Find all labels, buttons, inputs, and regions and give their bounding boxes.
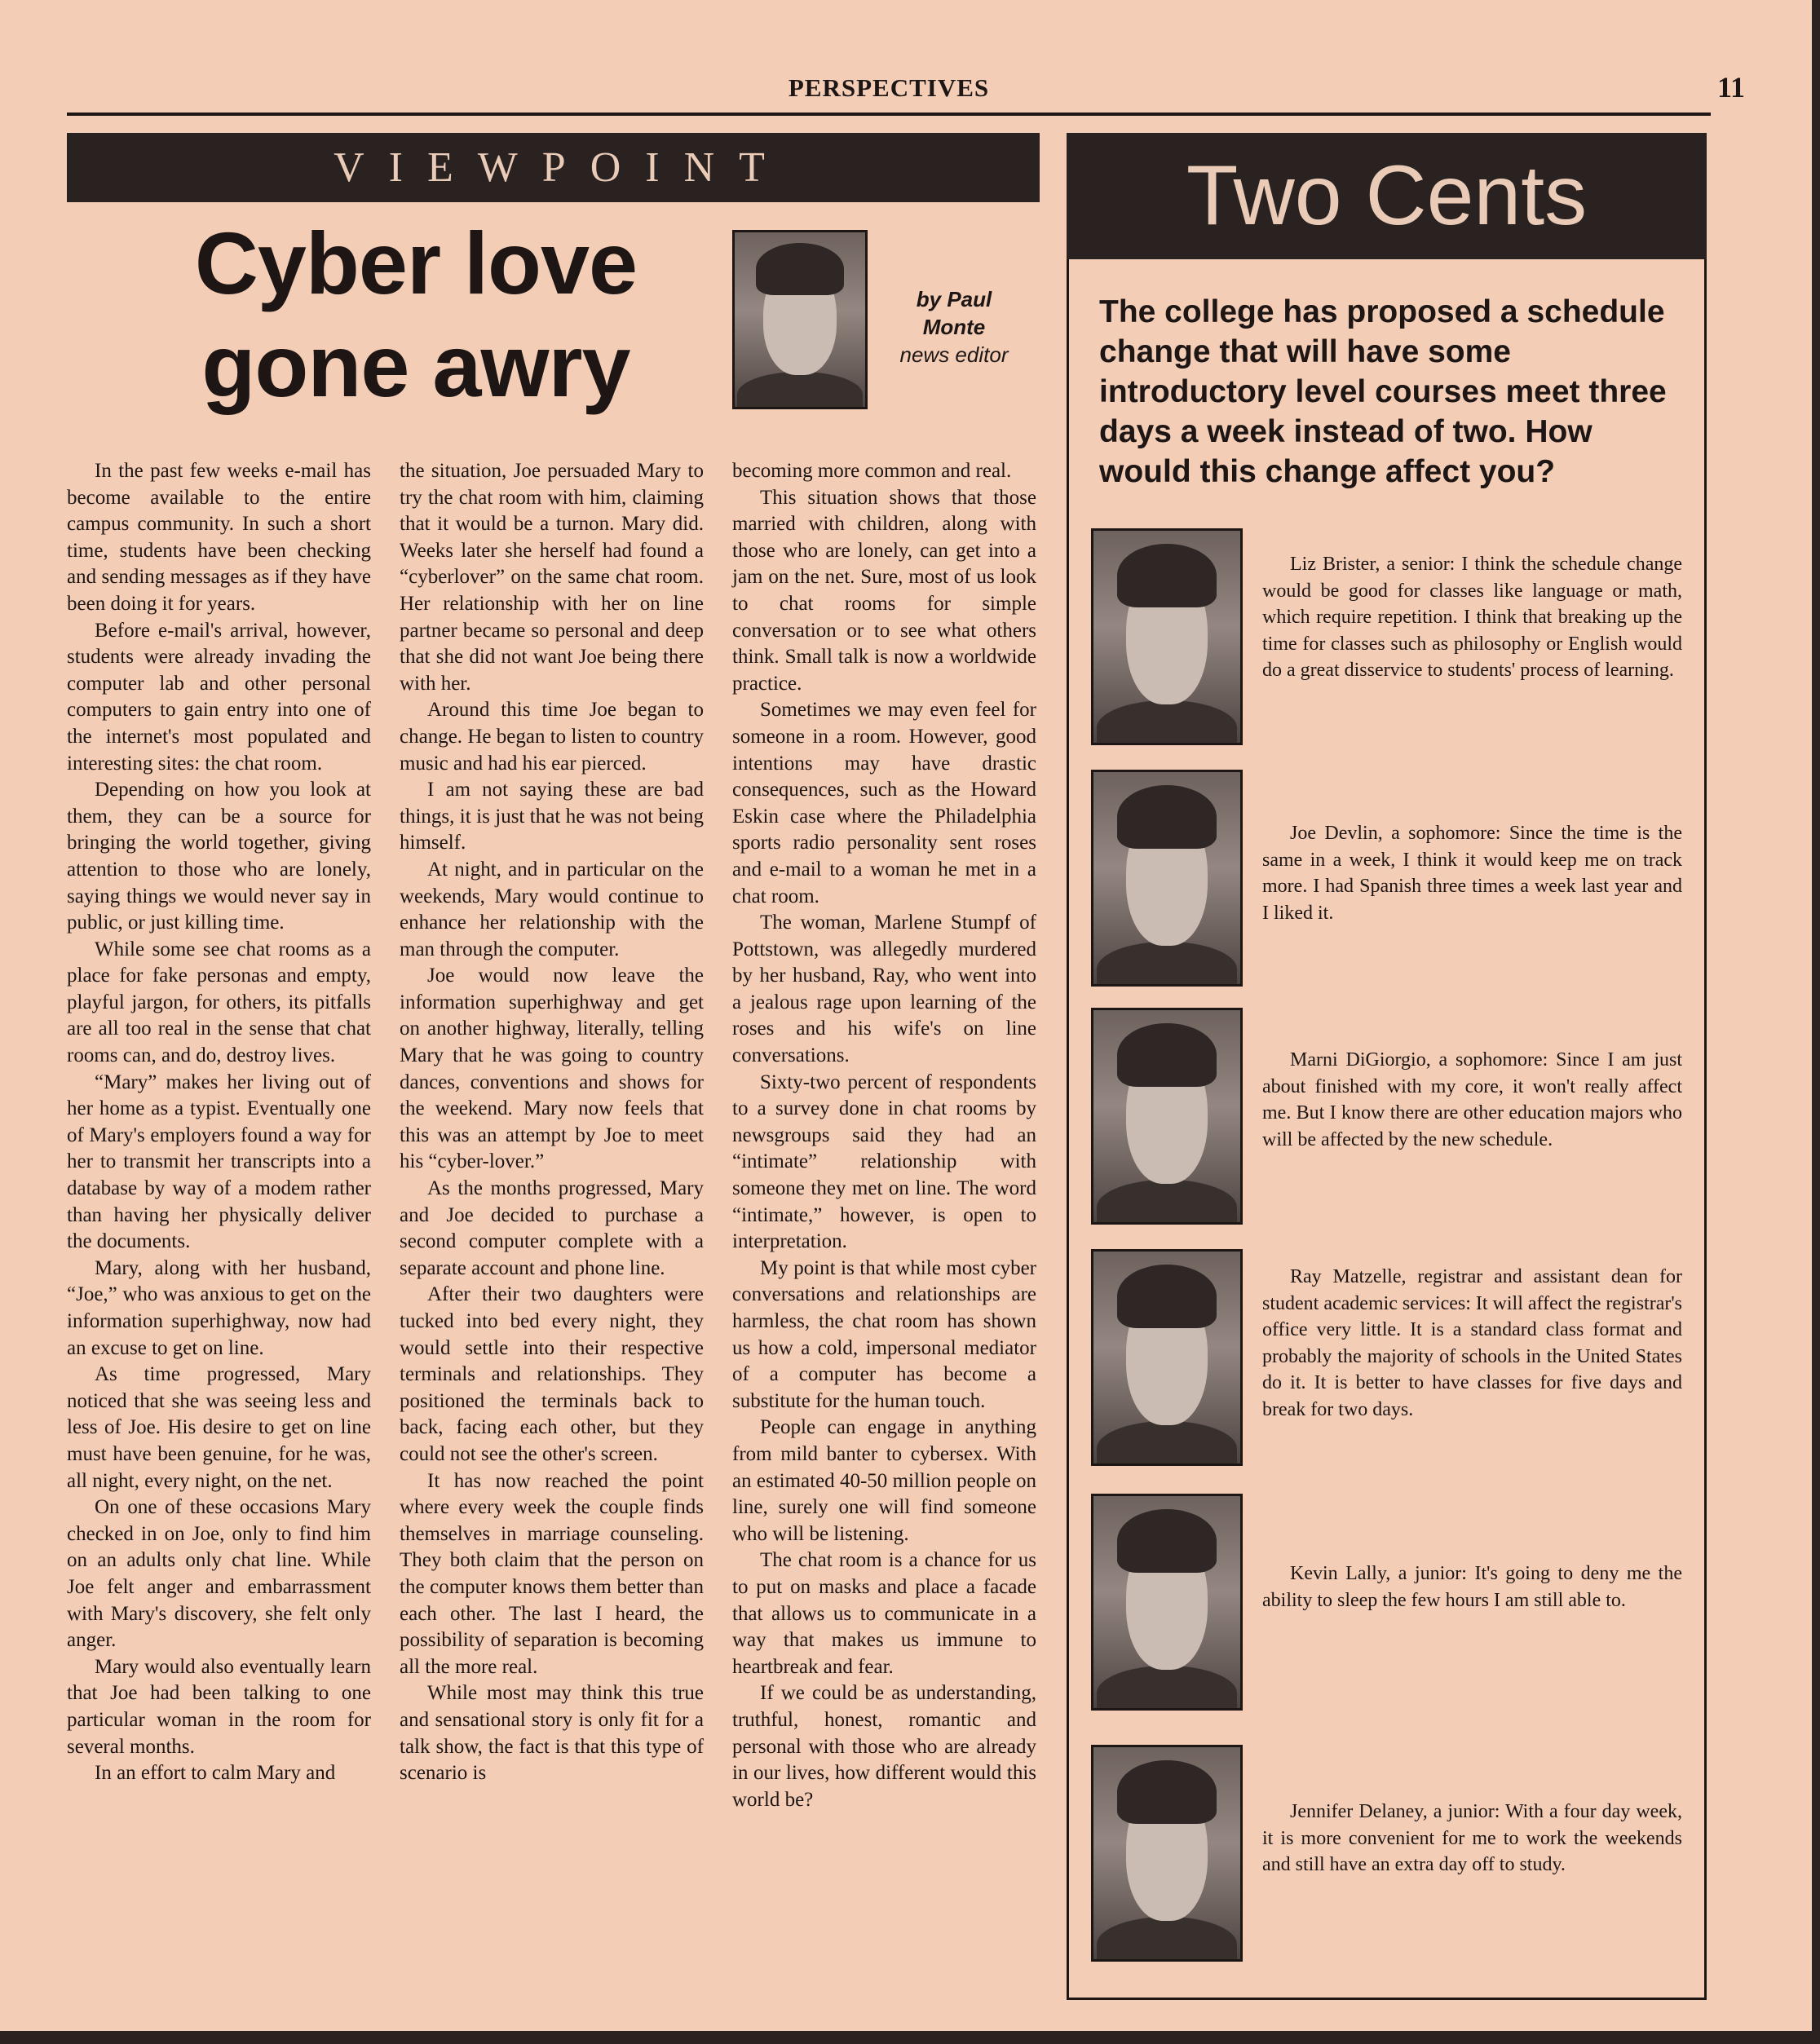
response-1: Liz Brister, a senior: I think the schedule change would be good for classes like language or math, which require repetition. I think that breaking up the time for classes such as philosophy or English would do a great disservice to students' process of learning. <box>1262 554 1682 681</box>
paragraph: People can engage in anything from mild banter to cybersex. With an estimated 40-50 million people on line, surely one will find someone who will be listening. <box>732 1416 1036 1545</box>
paragraph: Mary would also eventually learn that Joe had been talking to one particular woman in the room for several months. <box>67 1655 371 1758</box>
article-column-2 <box>400 458 704 1787</box>
paragraph: If we could be as understanding, truthful, honest, romantic and personal with those who are already in our lives, how different would this world be? <box>732 1682 1036 1811</box>
headline <box>130 212 701 417</box>
viewpoint-banner: VIEWPOINT <box>67 133 1040 202</box>
paragraph: At night, and in particular on the weekends, Mary would continue to enhance her relationship with the man through the computer. <box>400 858 704 960</box>
two-cents-question: The college has proposed a schedule change that will have some introductory level courses meet three days a week instead of two. How would this change affect you? <box>1099 294 1667 489</box>
byline-by: by Paul <box>916 287 992 311</box>
respondent-photo-4 <box>1091 1249 1243 1466</box>
paragraph: It has now reached the point where every week the couple finds themselves in marriage counseling. They both claim that the person on the computer knows them better than each other. The last I heard, the possibility of separation is becoming all the more real. <box>400 1469 704 1678</box>
article-column-3 <box>732 458 1036 1813</box>
paragraph: On one of these occasions Mary checked in on Joe, only to find him on an adults only chat line. While Joe felt anger and embarrassment with Mary's discovery, she felt only anger. <box>67 1496 371 1652</box>
response-3: Marni DiGiorgio, a sophomore: Since I am just about finished with my core, it won't really affect me. But I know there are other education majors who will be affected by the new schedule. <box>1262 1049 1682 1150</box>
respondent-photo-5 <box>1091 1494 1243 1711</box>
headline-line-1: Cyber love <box>194 214 638 312</box>
paragraph: While some see chat rooms as a place for fake personas and empty, playful jargon, for others, its pitfalls are all too real in the sense that chat rooms can, and do, destroy lives. <box>67 938 371 1067</box>
paragraph: This situation shows that those married with children, along with those who are lonely, can get into a jam on the net. Sure, most of us look to chat rooms for simple conversation or to see what others think. Small talk is now a worldwide practice. <box>732 486 1036 695</box>
paragraph: My point is that while most cyber conversations and relationships are harmless, the chat room has shown us how a cold, impersonal mediator of a computer has become a substitute for the human touch. <box>732 1256 1036 1412</box>
byline <box>881 285 1027 369</box>
byline-name: Monte <box>922 315 986 339</box>
paragraph: becoming more common and real. <box>732 460 1012 482</box>
respondent-photo-1 <box>1091 528 1243 745</box>
section-title: PERSPECTIVES <box>788 73 990 102</box>
bottom-edge <box>0 2031 1820 2044</box>
paragraph: Depending on how you look at them, they can be a source for bringing the world together, giving attention to those who are lonely, saying things we would never say in public, or just killing time. <box>67 779 371 934</box>
response-4: Ray Matzelle, registrar and assistant dean for student academic services: It will affect the registrar's office very little. It is a standard class format and probably the majority of schools in the United States do it. It is better to have classes for five days and break for two days. <box>1262 1266 1683 1420</box>
page-number: 11 <box>1716 71 1745 104</box>
paragraph: Joe would now leave the information superhighway and get on another highway, literally, telling Mary that he was going to country dances, conventions and shows for the weekend. Mary now feels that this was an attempt by Joe to meet his “cyber-lover.” <box>400 965 704 1173</box>
headline-line-2: gone awry <box>201 316 630 415</box>
paragraph: After their two daughters were tucked into bed every night, they would settle into their respective terminals and relationships. They positioned the terminals back to back, facing each other, but they could not see the other's screen. <box>400 1283 704 1465</box>
paragraph: In an effort to calm Mary and <box>95 1762 336 1785</box>
two-cents-title: Two Cents <box>1067 133 1707 259</box>
paragraph: I am not saying these are bad things, it is just that he was not being himself. <box>400 779 704 854</box>
response-6: Jennifer Delaney, a junior: With a four day week, it is more convenient for me to work the weekends and still have an extra day off to study. <box>1262 1801 1682 1875</box>
header-rule <box>67 113 1711 116</box>
paragraph: Mary, along with her husband, “Joe,” who was anxious to get on the information superhighway, now had an excuse to get on line. <box>67 1256 371 1359</box>
respondent-photo-3 <box>1091 1008 1243 1225</box>
article-column-1 <box>67 458 371 1787</box>
paragraph: Before e-mail's arrival, however, students were already invading the computer lab and other personal computers to gain entry into one of the internet's most populated and interesting sites: the chat room. <box>67 619 371 775</box>
respondent-photo-2 <box>1091 770 1243 987</box>
paragraph: Sometimes we may even feel for someone in a room. However, good intentions may have drastic consequences, such as the Howard Eskin case where the Philadelphia sports radio personality sent roses and e-mail to a woman he met in a chat room. <box>732 699 1036 907</box>
paragraph: the situation, Joe persuaded Mary to try the chat room with him, claiming that it would be a turnon. Mary did. Weeks later she herself had found a “cyberlover” on the same chat room. Her relationship with her on line partner became so personal and deep that she did not want Joe being there with her. <box>400 460 704 695</box>
paragraph: Around this time Joe began to change. He began to listen to country music and had his ear pierced. <box>400 699 704 775</box>
paragraph: The woman, Marlene Stumpf of Pottstown, was allegedly murdered by her husband, Ray, who went into a jealous rage upon learning of the roses and his wife's on line conversations. <box>732 912 1036 1067</box>
author-photo <box>732 230 868 409</box>
response-2: Joe Devlin, a sophomore: Since the time is the same in a week, I think it would keep me on track more. I had Spanish three times a week last year and I liked it. <box>1262 823 1682 924</box>
paragraph: In the past few weeks e-mail has become available to the entire campus community. In such a short time, students have been checking and sending messages as if they have been doing it for years. <box>67 460 371 615</box>
page-edge <box>1812 0 1820 2044</box>
paragraph: Sixty-two percent of respondents to a survey done in chat rooms by newsgroups said they had an “intimate” relationship with someone they met on line. The word “intimate,” however, is open to interpretation. <box>732 1071 1036 1253</box>
paragraph: As time progressed, Mary noticed that she was seeing less and less of Joe. His desire to get on line must have been genuine, for he was, all night, every night, on the net. <box>67 1363 371 1492</box>
byline-role: news editor <box>899 342 1009 367</box>
response-5: Kevin Lally, a junior: It's going to deny me the ability to sleep the few hours I am still able to. <box>1262 1563 1682 1611</box>
paragraph: “Mary” makes her living out of her home as a typist. Eventually one of Mary's employers found a way for her to transmit her transcripts into a database by way of a modem rather than having her physically deliver the documents. <box>67 1071 371 1253</box>
paragraph: As the months progressed, Mary and Joe decided to purchase a second computer complete with a separate account and phone line. <box>400 1177 704 1279</box>
paragraph: The chat room is a chance for us to put on masks and place a facade that allows us to communicate in a way that makes us immune to heartbreak and fear. <box>732 1549 1036 1678</box>
paragraph: While most may think this true and sensational story is only fit for a talk show, the fact is that this type of scenario is <box>400 1682 704 1785</box>
respondent-photo-6 <box>1091 1745 1243 1962</box>
